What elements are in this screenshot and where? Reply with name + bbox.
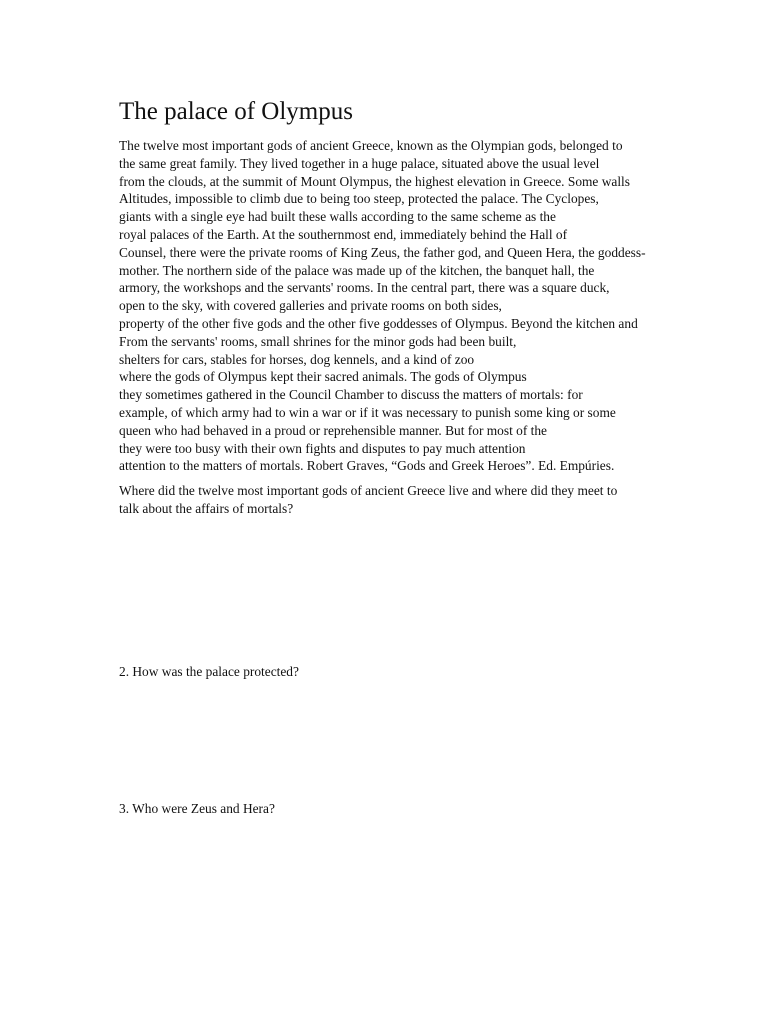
page-title: The palace of Olympus (119, 98, 353, 125)
passage-line: property of the other five gods and the other five goddesses of Olympus. Beyond the kitchen and (119, 315, 638, 331)
question-2: 2. How was the palace protected? (119, 664, 299, 679)
passage-line: From the servants' rooms, small shrines for the minor gods had been built, (119, 333, 517, 349)
passage-line: The twelve most important gods of ancient Greece, known as the Olympian gods, belonged to (119, 138, 623, 153)
passage-line: attention to the matters of mortals. Robert Graves, “Gods and Greek Heroes”. Ed. Empúries. (119, 458, 615, 474)
passage-line: royal palaces of the Earth. At the southernmost end, immediately behind the Hall of (119, 226, 568, 242)
question-1 (119, 482, 617, 518)
passage-line: example, of which army had to win a war or if it was necessary to punish some king or some (119, 404, 616, 420)
reading-passage (119, 137, 646, 475)
question-1-line: Where did the twelve most important gods of ancient Greece live and where did they meet to (119, 483, 618, 498)
passage-line: the same great family. They lived together in a huge palace, situated above the usual level (119, 155, 600, 171)
passage-line: Altitudes, impossible to climb due to being too steep, protected the palace. The Cyclopes, (119, 191, 599, 207)
passage-line: they sometimes gathered in the Council Chamber to discuss the matters of mortals: for (119, 387, 583, 403)
passage-line: from the clouds, at the summit of Mount Olympus, the highest elevation in Greece. Some walls (119, 173, 630, 189)
answer-area-2[interactable] (119, 688, 679, 788)
passage-line: Counsel, there were the private rooms of King Zeus, the father god, and Queen Hera, the goddess- (119, 244, 646, 260)
passage-line: shelters for cars, stables for horses, dog kennels, and a kind of zoo (119, 351, 475, 367)
passage-line: armory, the workshops and the servants' rooms. In the central part, there was a square duck, (119, 280, 610, 296)
question-1-line: talk about the affairs of mortals? (119, 500, 294, 516)
answer-area-1[interactable] (119, 525, 679, 650)
passage-line: giants with a single eye had built these walls according to the same scheme as the (119, 209, 556, 225)
question-3: 3. Who were Zeus and Hera? (119, 801, 275, 816)
passage-line: they were too busy with their own fights and disputes to pay much attention (119, 440, 526, 456)
passage-line: open to the sky, with covered galleries and private rooms on both sides, (119, 298, 502, 314)
answer-area-3[interactable] (119, 825, 679, 975)
passage-line: queen who had behaved in a proud or reprehensible manner. But for most of the (119, 422, 548, 438)
passage-line: mother. The northern side of the palace was made up of the kitchen, the banquet hall, the (119, 262, 595, 278)
passage-line: where the gods of Olympus kept their sacred animals. The gods of Olympus (119, 369, 527, 385)
